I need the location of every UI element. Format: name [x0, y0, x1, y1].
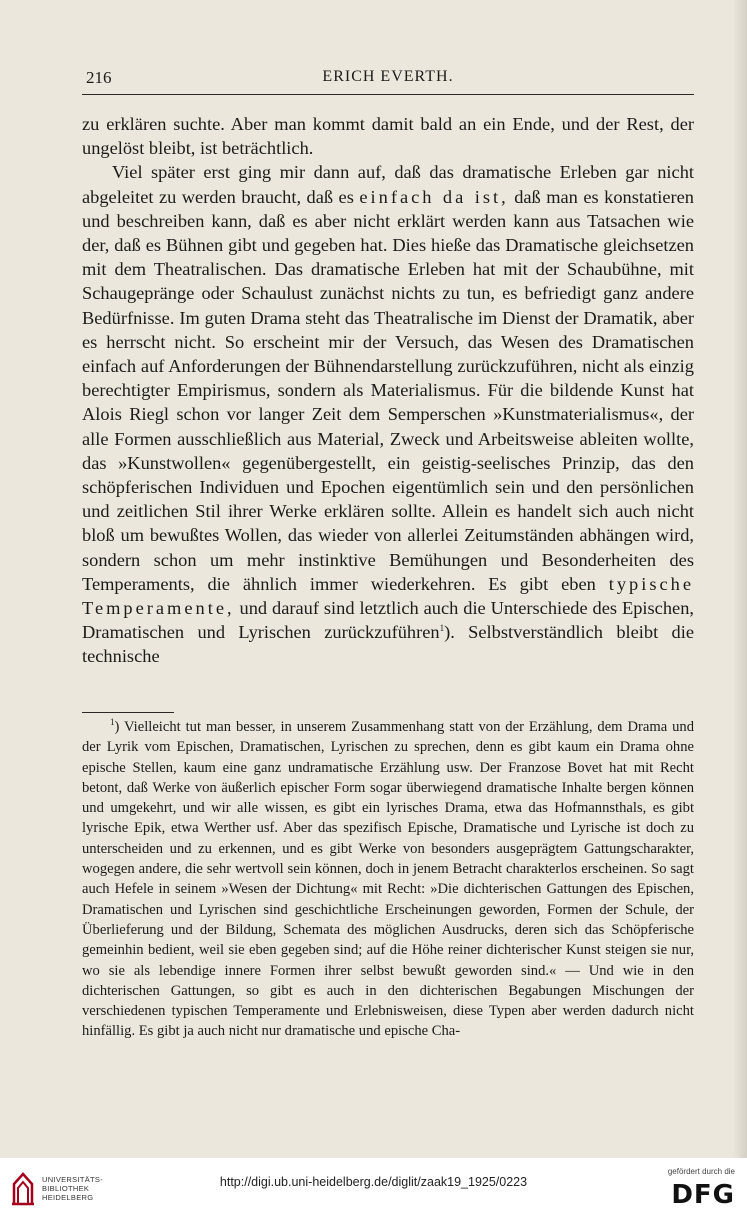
- library-name-line-2: BIBLIOTHEK: [42, 1184, 90, 1193]
- paragraph-2-part-b: daß man es konstatieren und beschreiben kann, daß es aber nicht erklärt werden kann aus Tatsachen wie der, daß es Bühnen gibt und gegeben hat. Dies hieße das Dramatische gleichsetzen mit dem Theatralischen. Das dramatische Erleben hat mit der Schaubühne, mit Schaugepränge oder Schaulust zunächst nichts zu tun, es befriedigt ganz andere Bedürfnisse. Im guten Drama steht das Theatralische im Dienst der Dramatik, aber es herrscht nicht. So erscheint mir der Versuch, das Wesen des Dramatischen einfach auf Anforderungen der Bühnendarstellung zurückzuführen, nicht als einzig berechtigter Empirismus, sondern als Materialismus. Für die bildende Kunst hat Alois Riegl schon vor langer Zeit dem Semperschen »Kunstmaterialismus«, der alle Formen ausschließlich aus Material, Zweck und Arbeitsweise ableiten wollte, das »Kunstwollen« gegenübergestellt, ein geistig-seelisches Prinzip, das den schöpferischen Individuen und Epochen eigentümlich sein und den persönlichen und zeitlichen Stil ihrer Werke erklären sollte. Allein es handelt sich auch nicht bloß um bewußtes Wollen, das wieder von allerlei Zeitumständen abhängen wird, sondern schon um mehr instinktive Bemühungen und Besonderheiten des Temperaments, die ähnlich immer wiederkehren. Es gibt eben: [82, 186, 695, 594]
- main-text: [82, 112, 694, 669]
- paragraph-2-part-a: Viel später erst ging mir dann auf, daß das dramatische Erleben gar nicht abgeleitet zu werden braucht, daß es: [82, 162, 694, 207]
- footnote-text: ) Vielleicht tut man besser, in unserem Zusammenhang statt von der Erzählung, dem Drama und der Lyrik vom Epischen, Dramatischen, Lyrischen zu sprechen, denn es gibt kaum ein Drama ohne epische Stellen, kaum eine ganz undramatische Erzählung usw. Der Franzose Bovet hat mit Recht betont, daß Werke von äußerlich epischer Form sogar überwiegend dramatische Inhalte bergen können und umgekehrt, und wir alle wissen, es gibt ein lyrisches Drama, etwa das Hofmannsthals, es gibt lyrische Epik, etwa Werther usf. Aber das spezifisch Epische, Dramatische und Lyrische ist doch zu unterscheiden und zu erkennen, und es gibt Werke von besonders ausgeprägtem Gattungscharakter, wogegen andere, die sehr wertvoll sein können, doch in jenem Betracht charakterlos erscheinen. So sagt auch Hefele in seinem »Wesen der Dichtung« mit Recht: »Die dichterischen Gattungen des Epischen, Dramatischen und Lyrischen sind geschichtliche Erscheinungen geworden, Formen der Schule, der Überlieferung und der Bildung, Schemata des möglichen Ausdrucks, deren sich das Schöpferische gemeinhin bedient, weil sie eben gegeben sind; auf die Höhe reiner dichterischer Kunst steigen sie nur, wo sie als lebendige innere Formen ihrer selbst bewußt geworden sind.« — Und wie in den dichterischen Gattungen, so gibt es auch in den dichterischen Begabungen Mischungen der verschiedenen typischen Temperamente und Erlebnisweisen, diese Typen aber werden dadurch nicht hinfällig. Es gibt ja auch nicht nur dramatische und epische Cha-: [82, 719, 694, 1040]
- paragraph-2: [82, 160, 694, 668]
- running-head: ERICH EVERTH.: [322, 68, 454, 85]
- footnote: [82, 717, 694, 1042]
- emphasis-einfach: einfach da ist,: [359, 186, 509, 207]
- header-rule: [82, 94, 694, 95]
- source-url-link[interactable]: http://digi.ub.uni-heidelberg.de/diglit/zaak19_1925/0223: [219, 1175, 528, 1189]
- dfg-logo[interactable]: DFG: [671, 1180, 735, 1210]
- paragraph-2-part-c: und darauf sind letztlich auch die Unterschiede des Epischen, Dramatischen und Lyrischen zurückzuführen: [82, 598, 694, 643]
- library-name-line-1: UNIVERSITÄTS-: [42, 1175, 103, 1184]
- footnote-reference[interactable]: 1: [439, 623, 445, 634]
- emphasis-typische-temperamente: typische Temperamente,: [82, 573, 694, 619]
- page-header: [82, 68, 694, 94]
- funding-note: gefördert durch die: [667, 1167, 735, 1176]
- paragraph-2-part-d: ). Selbstverständlich bleibt die technische: [82, 622, 694, 667]
- paragraph-1: zu erklären suchte. Aber man kommt damit bald an ein Ende, und der Rest, der ungelöst bleibt, ist beträchtlich.: [82, 114, 694, 159]
- page-number: 216: [86, 68, 112, 87]
- footnote-marker: 1: [110, 717, 115, 728]
- page-edge-shadow: [733, 0, 747, 1158]
- library-name-line-3: HEIDELBERG: [42, 1193, 94, 1202]
- footnote-rule: [82, 712, 174, 713]
- viewer-footer: [0, 1158, 747, 1215]
